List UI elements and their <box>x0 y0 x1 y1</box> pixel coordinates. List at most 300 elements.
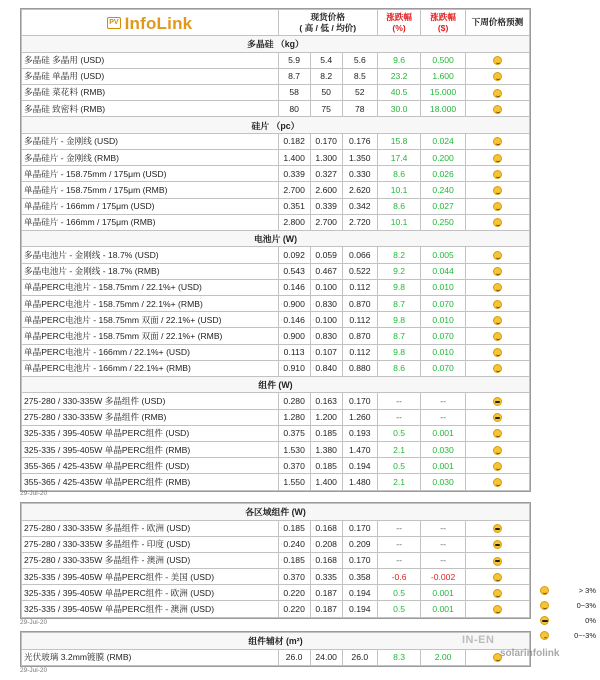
legend-item <box>540 598 600 613</box>
price-high: 0.370 <box>278 458 310 474</box>
change-abs: 0.240 <box>421 182 465 198</box>
price-low: 0.185 <box>310 425 342 441</box>
price-avg: 8.5 <box>342 68 377 84</box>
change-pct: 2.1 <box>377 441 420 457</box>
price-avg: 52 <box>342 84 377 100</box>
forecast-cell <box>465 214 529 230</box>
section-header-row <box>22 36 530 53</box>
price-low: 0.168 <box>310 552 342 568</box>
watermark-line2: solarinfolink <box>500 648 560 659</box>
forecast-cell <box>465 182 529 198</box>
price-high: 5.9 <box>278 52 310 68</box>
legend-label: > 3% <box>578 586 596 595</box>
price-low: 2.600 <box>310 182 342 198</box>
forecast-cell <box>465 52 529 68</box>
price-high: 1.550 <box>278 474 310 490</box>
change-pct: 23.2 <box>377 68 420 84</box>
change-pct: 10.1 <box>377 182 420 198</box>
product-name: 275-280 / 330-335W 多晶组件 (USD) <box>22 393 279 409</box>
price-high: 0.351 <box>278 198 310 214</box>
table-row <box>22 393 530 409</box>
price-high: 0.370 <box>278 569 310 585</box>
change-abs: 0.027 <box>421 198 465 214</box>
change-pct: 9.8 <box>377 344 420 360</box>
table-row <box>22 312 530 328</box>
sun-face-icon <box>493 524 502 533</box>
change-abs: 0.030 <box>421 441 465 457</box>
forecast-cell <box>465 84 529 100</box>
change-abs: 0.010 <box>421 279 465 295</box>
change-abs: -0.002 <box>421 569 465 585</box>
change-abs: 0.005 <box>421 247 465 263</box>
price-avg: 0.066 <box>342 247 377 263</box>
section-header-title: 各区域组件 (W) <box>22 504 530 521</box>
smile-face-icon <box>493 56 502 65</box>
logo-badge: PV <box>107 17 120 29</box>
change-abs: 0.001 <box>421 425 465 441</box>
change-pct: 10.1 <box>377 214 420 230</box>
table-row <box>22 328 530 344</box>
price-high: 0.220 <box>278 585 310 601</box>
price-low: 0.335 <box>310 569 342 585</box>
price-high: 0.092 <box>278 247 310 263</box>
price-avg: 0.170 <box>342 552 377 568</box>
price-avg: 0.522 <box>342 263 377 279</box>
change-pct: -- <box>377 552 420 568</box>
smile-face-icon <box>493 218 502 227</box>
change-pct-header <box>377 10 420 36</box>
table-row <box>22 198 530 214</box>
product-name: 单晶PERC电池片 - 158.75mm / 22.1%+ (USD) <box>22 279 279 295</box>
change-abs-header <box>421 10 465 36</box>
product-name: 多晶硅片 - 金刚线 (USD) <box>22 133 279 149</box>
price-header-title: 现货价格 <box>310 11 345 22</box>
change-abs-title: 涨跌幅 <box>430 11 456 22</box>
product-name: 325-335 / 395-405W 单晶PERC组件 - 美国 (USD) <box>22 569 279 585</box>
price-high: 1.530 <box>278 441 310 457</box>
change-abs: 0.024 <box>421 133 465 149</box>
change-pct: 15.8 <box>377 133 420 149</box>
smile-face-icon <box>493 429 502 438</box>
table-row <box>22 441 530 457</box>
product-name: 275-280 / 330-335W 多晶组件 - 欧洲 (USD) <box>22 520 279 536</box>
price-avg: 0.170 <box>342 520 377 536</box>
table-row <box>22 601 530 617</box>
price-low: 0.163 <box>310 393 342 409</box>
change-pct: -- <box>377 393 420 409</box>
price-low: 1.380 <box>310 441 342 457</box>
price-low: 0.100 <box>310 312 342 328</box>
change-pct: 30.0 <box>377 101 420 117</box>
price-avg: 0.112 <box>342 312 377 328</box>
sun-face-icon <box>493 540 502 549</box>
table-row <box>22 409 530 425</box>
smile-face-icon <box>493 364 502 373</box>
smile-face-icon <box>493 446 502 455</box>
change-abs: 0.200 <box>421 149 465 165</box>
price-low: 8.2 <box>310 68 342 84</box>
change-abs: 0.001 <box>421 458 465 474</box>
smile-face-icon <box>493 186 502 195</box>
change-pct: 8.3 <box>377 649 420 665</box>
table2-date: 29-Jul-20 <box>20 619 48 626</box>
price-low: 0.187 <box>310 601 342 617</box>
product-name: 多晶硅片 - 金刚线 (RMB) <box>22 149 279 165</box>
change-abs: -- <box>421 520 465 536</box>
price-low: 0.187 <box>310 585 342 601</box>
change-abs: 15.000 <box>421 84 465 100</box>
price-low: 0.170 <box>310 133 342 149</box>
price-avg: 0.170 <box>342 393 377 409</box>
smile-face-icon <box>540 601 549 610</box>
price-high: 0.900 <box>278 295 310 311</box>
change-abs: -- <box>421 393 465 409</box>
price-low: 0.208 <box>310 536 342 552</box>
price-high: 2.800 <box>278 214 310 230</box>
legend-item <box>540 613 600 628</box>
smile-face-icon <box>540 586 549 595</box>
change-abs: 0.044 <box>421 263 465 279</box>
forecast-cell <box>465 312 529 328</box>
smile-face-icon <box>493 332 502 341</box>
forecast-cell <box>465 441 529 457</box>
smile-face-icon <box>493 589 502 598</box>
forecast-cell <box>465 166 529 182</box>
change-pct: 40.5 <box>377 84 420 100</box>
smile-face-icon <box>493 283 502 292</box>
price-high: 0.185 <box>278 520 310 536</box>
price-header <box>278 10 377 36</box>
table-row <box>22 214 530 230</box>
change-pct: 8.6 <box>377 198 420 214</box>
product-name: 单晶PERC电池片 - 158.75mm 双面 / 22.1%+ (USD) <box>22 312 279 328</box>
table-row <box>22 585 530 601</box>
price-low: 0.185 <box>310 458 342 474</box>
smile-face-icon <box>493 170 502 179</box>
section-header-title: 电池片 (W) <box>22 230 530 247</box>
product-name: 单晶PERC电池片 - 166mm / 22.1%+ (USD) <box>22 344 279 360</box>
product-name: 多晶硅 多晶用 (USD) <box>22 52 279 68</box>
product-name: 单晶PERC电池片 - 158.75mm / 22.1%+ (RMB) <box>22 295 279 311</box>
forecast-cell <box>465 585 529 601</box>
table3-date: 29-Jul-20 <box>20 667 48 674</box>
table-row <box>22 263 530 279</box>
change-pct: 0.5 <box>377 601 420 617</box>
forecast-cell <box>465 569 529 585</box>
table-row <box>22 536 530 552</box>
product-name: 单晶硅片 - 158.75mm / 175μm (RMB) <box>22 182 279 198</box>
section-header-title: 多晶硅 （kg） <box>22 36 530 53</box>
price-low: 1.300 <box>310 149 342 165</box>
price-high: 80 <box>278 101 310 117</box>
table-row <box>22 474 530 490</box>
change-abs: 0.001 <box>421 601 465 617</box>
forecast-cell <box>465 344 529 360</box>
price-high: 26.0 <box>278 649 310 665</box>
forecast-header: 下周价格预测 <box>465 10 529 36</box>
table-row <box>22 520 530 536</box>
price-avg: 26.0 <box>342 649 377 665</box>
forecast-cell <box>465 552 529 568</box>
smile-face-icon <box>493 462 502 471</box>
table-row <box>22 182 530 198</box>
smile-face-icon <box>493 72 502 81</box>
change-abs: -- <box>421 536 465 552</box>
product-name: 多晶电池片 - 金刚线 - 18.7% (RMB) <box>22 263 279 279</box>
forecast-cell <box>465 536 529 552</box>
price-high: 0.240 <box>278 536 310 552</box>
change-abs: 0.070 <box>421 328 465 344</box>
price-high: 0.113 <box>278 344 310 360</box>
smile-face-icon <box>493 105 502 114</box>
change-abs-unit: ($) <box>437 22 449 33</box>
price-avg: 0.870 <box>342 328 377 344</box>
price-high: 0.185 <box>278 552 310 568</box>
price-low: 24.00 <box>310 649 342 665</box>
smile-face-icon <box>493 573 502 582</box>
price-avg: 0.880 <box>342 360 377 376</box>
forecast-cell <box>465 295 529 311</box>
table-row <box>22 247 530 263</box>
change-pct: -- <box>377 536 420 552</box>
product-name: 多晶硅 致密料 (RMB) <box>22 101 279 117</box>
table-row <box>22 279 530 295</box>
product-name: 325-335 / 395-405W 单晶PERC组件 (USD) <box>22 425 279 441</box>
price-avg: 5.6 <box>342 52 377 68</box>
price-avg: 2.620 <box>342 182 377 198</box>
product-name: 单晶PERC电池片 - 158.75mm 双面 / 22.1%+ (RMB) <box>22 328 279 344</box>
price-avg: 2.720 <box>342 214 377 230</box>
product-name: 275-280 / 330-335W 多晶组件 (RMB) <box>22 409 279 425</box>
forecast-cell <box>465 247 529 263</box>
change-pct: 0.5 <box>377 585 420 601</box>
sun-face-icon <box>540 616 549 625</box>
price-avg: 0.194 <box>342 601 377 617</box>
price-low: 75 <box>310 101 342 117</box>
change-pct: 0.5 <box>377 425 420 441</box>
product-name: 多晶硅 单晶用 (USD) <box>22 68 279 84</box>
price-low: 2.700 <box>310 214 342 230</box>
product-name: 多晶硅 菜花料 (RMB) <box>22 84 279 100</box>
forecast-cell <box>465 149 529 165</box>
smile-face-icon <box>493 251 502 260</box>
forecast-cell <box>465 133 529 149</box>
change-pct: 8.2 <box>377 247 420 263</box>
change-pct: 8.7 <box>377 328 420 344</box>
section-header-title: 组件 (W) <box>22 376 530 393</box>
table-row <box>22 166 530 182</box>
price-avg: 0.358 <box>342 569 377 585</box>
price-high: 1.280 <box>278 409 310 425</box>
table-row <box>22 425 530 441</box>
change-pct: 8.7 <box>377 295 420 311</box>
product-name: 单晶硅片 - 166mm / 175μm (RMB) <box>22 214 279 230</box>
price-low: 0.830 <box>310 328 342 344</box>
forecast-cell <box>465 601 529 617</box>
forecast-cell <box>465 263 529 279</box>
change-abs: 18.000 <box>421 101 465 117</box>
legend-label: 0% <box>585 616 596 625</box>
table-row <box>22 552 530 568</box>
price-avg: 0.870 <box>342 295 377 311</box>
price-low: 1.200 <box>310 409 342 425</box>
sun-face-icon <box>493 557 502 566</box>
product-name: 325-335 / 395-405W 单晶PERC组件 - 澳洲 (USD) <box>22 601 279 617</box>
price-low: 50 <box>310 84 342 100</box>
product-name: 275-280 / 330-335W 多晶组件 - 澳洲 (USD) <box>22 552 279 568</box>
price-avg: 0.209 <box>342 536 377 552</box>
forecast-cell <box>465 474 529 490</box>
price-low: 0.327 <box>310 166 342 182</box>
change-abs: 2.00 <box>421 649 465 665</box>
watermark-line1: IN-EN <box>462 634 495 646</box>
table-row <box>22 649 530 665</box>
price-high: 0.375 <box>278 425 310 441</box>
price-high: 0.182 <box>278 133 310 149</box>
price-high: 0.910 <box>278 360 310 376</box>
price-low: 1.400 <box>310 474 342 490</box>
forecast-cell <box>465 360 529 376</box>
product-name: 325-335 / 395-405W 单晶PERC组件 (RMB) <box>22 441 279 457</box>
logo <box>22 10 279 36</box>
change-abs: 0.070 <box>421 295 465 311</box>
product-name: 275-280 / 330-335W 多晶组件 - 印度 (USD) <box>22 536 279 552</box>
smile-face-icon <box>493 605 502 614</box>
price-avg: 0.194 <box>342 458 377 474</box>
table-row <box>22 458 530 474</box>
price-avg: 1.350 <box>342 149 377 165</box>
smile-face-icon <box>493 137 502 146</box>
price-header-sub: ( 高 / 低 / 均价) <box>299 22 357 33</box>
price-table-regional <box>20 502 531 619</box>
change-pct: 8.6 <box>377 166 420 182</box>
table-row <box>22 68 530 84</box>
sun-face-icon <box>493 413 502 422</box>
smile-face-icon <box>493 316 502 325</box>
forecast-cell <box>465 198 529 214</box>
change-pct: 9.8 <box>377 312 420 328</box>
forecast-cell <box>465 279 529 295</box>
smile-face-icon <box>493 267 502 276</box>
product-name: 多晶电池片 - 金刚线 - 18.7% (USD) <box>22 247 279 263</box>
change-abs: -- <box>421 409 465 425</box>
price-high: 8.7 <box>278 68 310 84</box>
product-name: 单晶硅片 - 158.75mm / 175μm (USD) <box>22 166 279 182</box>
table-row <box>22 569 530 585</box>
smile-face-icon <box>493 478 502 487</box>
legend-item <box>540 628 600 643</box>
change-abs: 0.010 <box>421 344 465 360</box>
logo-text: InfoLink <box>124 13 193 33</box>
smile-face-icon <box>493 300 502 309</box>
product-name: 355-365 / 425-435W 单晶PERC组件 (USD) <box>22 458 279 474</box>
forecast-cell <box>465 328 529 344</box>
smile-face-icon <box>493 202 502 211</box>
price-table-main <box>20 8 531 492</box>
forecast-cell <box>465 520 529 536</box>
smile-face-icon <box>493 89 502 98</box>
product-name: 单晶PERC电池片 - 166mm / 22.1%+ (RMB) <box>22 360 279 376</box>
table-row <box>22 149 530 165</box>
price-high: 0.543 <box>278 263 310 279</box>
forecast-cell <box>465 409 529 425</box>
smile-face-icon <box>493 154 502 163</box>
price-high: 0.280 <box>278 393 310 409</box>
change-abs: 0.030 <box>421 474 465 490</box>
product-name: 单晶硅片 - 166mm / 175μm (USD) <box>22 198 279 214</box>
change-abs: -- <box>421 552 465 568</box>
forecast-cell <box>465 68 529 84</box>
price-avg: 0.193 <box>342 425 377 441</box>
forecast-cell <box>465 101 529 117</box>
forecast-cell <box>465 425 529 441</box>
worry-face-icon <box>540 631 549 640</box>
table1-date: 29-Jul-20 <box>20 490 48 497</box>
change-pct-title: 涨跌幅 <box>386 11 412 22</box>
price-high: 0.339 <box>278 166 310 182</box>
table-row <box>22 344 530 360</box>
price-high: 1.400 <box>278 149 310 165</box>
price-avg: 0.176 <box>342 133 377 149</box>
change-pct: -- <box>377 409 420 425</box>
price-avg: 0.112 <box>342 279 377 295</box>
table-row <box>22 133 530 149</box>
price-high: 0.900 <box>278 328 310 344</box>
price-high: 0.146 <box>278 312 310 328</box>
price-low: 5.4 <box>310 52 342 68</box>
price-high: 58 <box>278 84 310 100</box>
table-row <box>22 52 530 68</box>
forecast-legend <box>540 583 600 643</box>
change-abs: 1.600 <box>421 68 465 84</box>
legend-label: 0~3% <box>576 601 596 610</box>
price-low: 0.168 <box>310 520 342 536</box>
legend-item <box>540 583 600 598</box>
smile-face-icon <box>493 348 502 357</box>
section-header-title: 硅片 （pc） <box>22 117 530 134</box>
change-abs: 0.250 <box>421 214 465 230</box>
price-low: 0.107 <box>310 344 342 360</box>
price-low: 0.840 <box>310 360 342 376</box>
price-avg: 78 <box>342 101 377 117</box>
price-avg: 0.194 <box>342 585 377 601</box>
section-header-row <box>22 117 530 134</box>
price-high: 2.700 <box>278 182 310 198</box>
table-row <box>22 360 530 376</box>
price-high: 0.220 <box>278 601 310 617</box>
price-avg: 0.330 <box>342 166 377 182</box>
section-header-row <box>22 504 530 521</box>
change-pct: -0.6 <box>377 569 420 585</box>
change-abs: 0.010 <box>421 312 465 328</box>
price-low: 0.339 <box>310 198 342 214</box>
change-pct: 2.1 <box>377 474 420 490</box>
change-pct: 9.2 <box>377 263 420 279</box>
price-avg: 0.112 <box>342 344 377 360</box>
product-name: 355-365 / 425-435W 单晶PERC组件 (RMB) <box>22 474 279 490</box>
section-header-title: 组件辅材 (m²) <box>22 633 530 650</box>
change-pct: 17.4 <box>377 149 420 165</box>
price-low: 0.059 <box>310 247 342 263</box>
forecast-cell <box>465 458 529 474</box>
section-header-row <box>22 230 530 247</box>
change-abs: 0.001 <box>421 585 465 601</box>
change-pct: -- <box>377 520 420 536</box>
change-pct: 9.6 <box>377 52 420 68</box>
change-pct: 0.5 <box>377 458 420 474</box>
sun-face-icon <box>493 397 502 406</box>
table-row <box>22 295 530 311</box>
